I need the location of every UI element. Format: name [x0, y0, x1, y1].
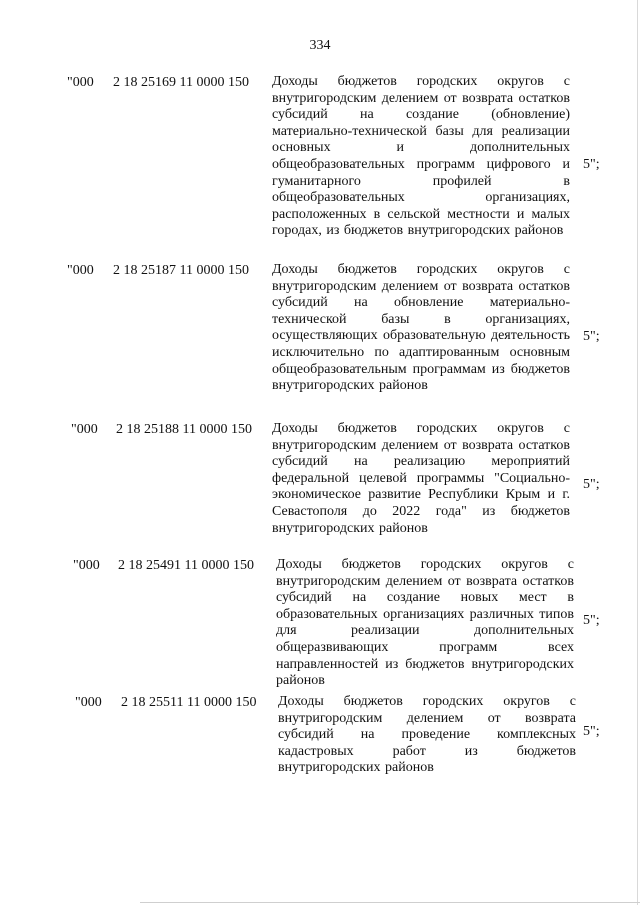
entry-suffix: 5";	[583, 157, 600, 172]
entry-code: 2 18 25188 11 0000 150	[116, 422, 252, 437]
entry-description: Доходы бюджетов городских округов с внутригородским делением от возврата остатков субсидий на создание новых мест в образовательных организациях различных типов для реализации дополнительных общеразвивающих программ всех направленностей из бюджетов внутригородских районов	[276, 557, 574, 689]
entry-prefix: "000	[67, 75, 94, 90]
entry-suffix: 5";	[583, 477, 600, 492]
page-number: 334	[309, 38, 331, 53]
entry-prefix: "000	[75, 695, 102, 710]
entry-suffix: 5";	[583, 724, 600, 739]
entry-prefix: "000	[67, 263, 94, 278]
scan-edge-line	[637, 0, 638, 905]
entry-code: 2 18 25169 11 0000 150	[113, 75, 249, 90]
entry-description: Доходы бюджетов городских округов с внутригородским делением от возврата остатков субсидий на обновление материально-технической базы в организациях, осуществляющих образовательную деятельность исключительно по адаптированным основным общеобразовательным программам из бюджетов внутригородских районов	[272, 262, 570, 394]
entry-suffix: 5";	[583, 613, 600, 628]
entry-description: Доходы бюджетов городских округов с внутригородским делением от возврата остатков субсидий на реализацию мероприятий федеральной целевой программы "Социально-экономическое развитие Республики Крым и г. Севастополя до 2022 года" из бюджетов внутригородских районов	[272, 421, 570, 536]
entry-description: Доходы бюджетов городских округов с внутригородским делением от возврата субсидий на проведение комплексных кадастровых работ из бюджетов внутригородских районов	[278, 694, 576, 776]
entry-prefix: "000	[71, 422, 98, 437]
entry-description: Доходы бюджетов городских округов с внутригородским делением от возврата остатков субсидий на создание (обновление) материально-технической базы для реализации основных и дополнительных общеобразовательных программ цифрового и гуманитарного профилей в общеобразовательных организациях, расположенных в сельской местности и малых городах, из бюджетов внутригородских районов	[272, 74, 570, 239]
entry-code: 2 18 25187 11 0000 150	[113, 263, 249, 278]
entry-code: 2 18 25511 11 0000 150	[121, 695, 257, 710]
entry-prefix: "000	[73, 558, 100, 573]
entry-suffix: 5";	[583, 329, 600, 344]
entry-code: 2 18 25491 11 0000 150	[118, 558, 254, 573]
scan-bottom-line	[140, 902, 640, 903]
